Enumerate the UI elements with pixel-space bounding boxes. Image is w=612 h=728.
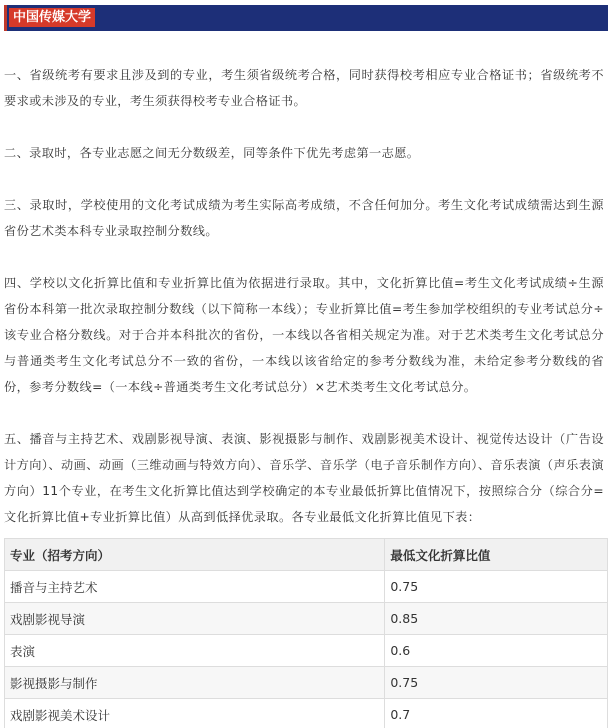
paragraph-1: 一、省级统考有要求且涉及到的专业，考生须省级统考合格，同时获得校考相应专业合格证书；省级统考不要求或未涉及的专业，考生须获得校考专业合格证书。 — [4, 68, 604, 108]
table-row — [5, 603, 608, 635]
paragraph-2: 二、录取时，各专业志愿之间无分数级差，同等条件下优先考虑第一志愿。 — [4, 146, 420, 160]
title-bar — [4, 5, 608, 31]
article-body — [4, 62, 604, 556]
header-major: 专业（招考方向） — [5, 539, 385, 571]
cell-major: 戏剧影视导演 — [5, 603, 385, 635]
table-row — [5, 571, 608, 603]
table-row — [5, 635, 608, 667]
university-title: 中国传媒大学 — [9, 8, 95, 27]
cell-ratio: 0.6 — [385, 635, 608, 667]
paragraph-3: 三、录取时，学校使用的文化考试成绩为考生实际高考成绩，不含任何加分。考生文化考试成绩需达到生源省份艺术类本科专业录取控制分数线。 — [4, 198, 604, 238]
cell-ratio: 0.7 — [385, 699, 608, 728]
cell-major: 表演 — [5, 635, 385, 667]
table-header-row — [5, 539, 608, 571]
header-min-ratio: 最低文化折算比值 — [385, 539, 608, 571]
paragraph-4: 四、学校以文化折算比值和专业折算比值为依据进行录取。其中，文化折算比值=考生文化考试成绩÷生源省份本科第一批次录取控制分数线（以下简称一本线）；专业折算比值=考生参加学校组织的专业考试总分÷该专业合格分数线。对于合并本科批次的省份，一本线以各省相关规定为准。对于艺术类考生文化考试总分与普通类考生文化考试总分不一致的省份，一本线以该省给定的参考分数线为准，未给定参考分数线的省份，参考分数线=（一本线÷普通类考生文化考试总分）×艺术类考生文化考试总分。 — [4, 276, 604, 394]
table-row — [5, 699, 608, 728]
cell-major: 戏剧影视美术设计 — [5, 699, 385, 728]
table-row — [5, 667, 608, 699]
cell-ratio: 0.85 — [385, 603, 608, 635]
cell-ratio: 0.75 — [385, 667, 608, 699]
cell-ratio: 0.75 — [385, 571, 608, 603]
cell-major: 影视摄影与制作 — [5, 667, 385, 699]
cell-major: 播音与主持艺术 — [5, 571, 385, 603]
paragraph-5: 五、播音与主持艺术、戏剧影视导演、表演、影视摄影与制作、戏剧影视美术设计、视觉传达设计（广告设计方向）、动画、动画（三维动画与特效方向）、音乐学、音乐学（电子音乐制作方向）、音乐表演（声乐表演方向）11个专业，在考生文化折算比值达到学校确定的本专业最低折算比值情况下，按照综合分（综合分=文化折算比值+专业折算比值）从高到低择优录取。各专业最低文化折算比值见下表： — [4, 432, 604, 524]
min-ratio-table — [4, 538, 608, 728]
